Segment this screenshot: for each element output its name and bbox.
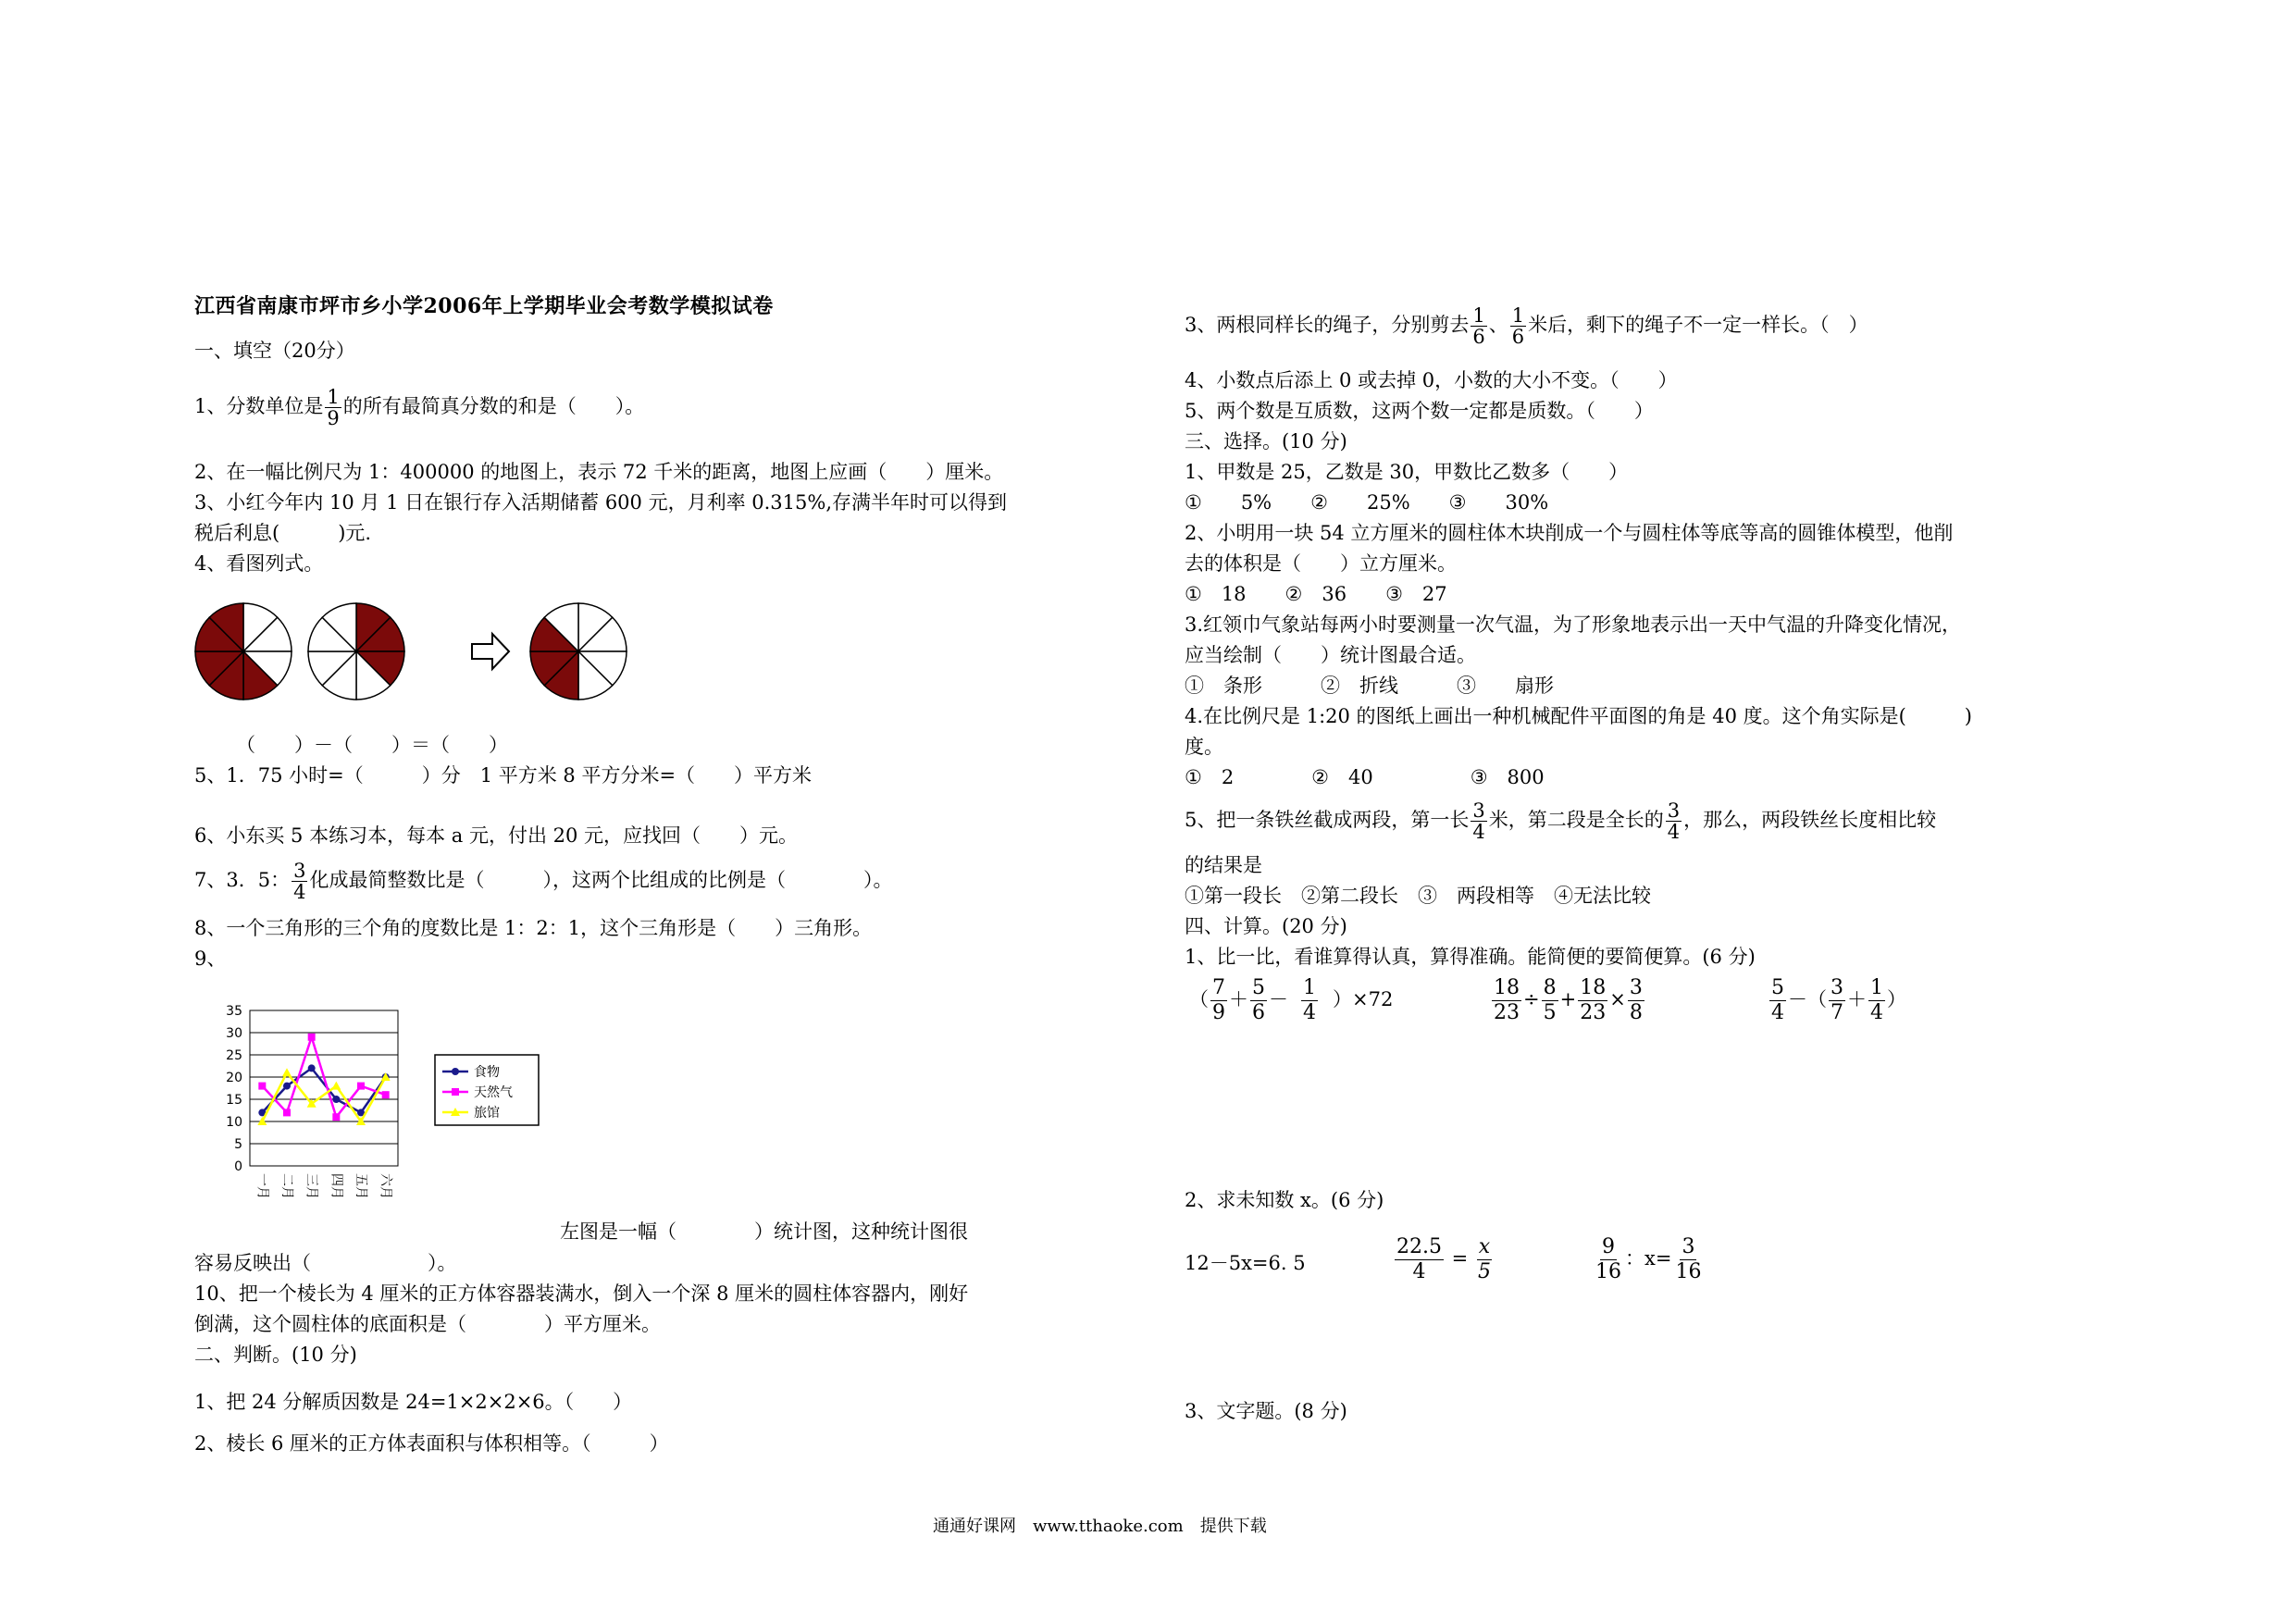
numerator: 7 <box>1212 976 1225 999</box>
choice-2-line-2: 去的体积是（ ）立方厘米。 <box>1185 552 1457 575</box>
calc-intro: 1、比一比，看谁算得认真，算得准确。能简便的要简便算。(6 分) <box>1185 946 1756 968</box>
choice-3-options: ① 条形 ② 折线 ③ 扇形 <box>1185 675 1554 697</box>
fraction <box>1594 1235 1623 1284</box>
pie-figures <box>194 590 639 711</box>
question-1-text-b: 的所有最简真分数的和是（ ）。 <box>342 395 645 417</box>
section-choice: 三、选择。(10 分) <box>1185 430 1347 452</box>
y-tick-label: 0 <box>234 1159 242 1174</box>
fraction <box>1301 976 1318 1025</box>
fraction <box>1250 976 1267 1025</box>
choice-1: 1、甲数是 25，乙数是 30，甲数比乙数多（ ） <box>1185 461 1629 483</box>
fraction-one-sixth-b <box>1510 305 1526 347</box>
fraction-one-sixth-a <box>1471 305 1486 347</box>
x-tick-label: 六月 <box>378 1173 393 1199</box>
numerator: 3 <box>1831 976 1843 999</box>
choice-5-options: ①第一段长 ②第二段长 ③ 两段相等 ④无法比较 <box>1185 885 1651 907</box>
numerator: 1 <box>327 386 340 408</box>
data-point <box>308 1064 316 1072</box>
choice-1-options: ① 5% ② 25% ③ 30% <box>1185 491 1549 514</box>
numerator: 1 <box>1511 304 1525 327</box>
fraction <box>1210 976 1227 1025</box>
choice-3-line-1: 3.红领巾气象站每两小时要测量一次气温，为了形象地表示出一天中气温的升降变化情况， <box>1185 613 1962 636</box>
numerator: 1 <box>1303 976 1316 999</box>
equation-3 <box>1592 1235 1705 1284</box>
fraction <box>1492 976 1521 1025</box>
fraction <box>1673 1235 1703 1284</box>
numerator: 9 <box>1602 1235 1615 1258</box>
equation-2 <box>1393 1235 1495 1284</box>
judgement-3-text-a: 3、两根同样长的绳子，分别剪去 <box>1185 314 1470 336</box>
calc-expression-3 <box>1768 976 1906 1025</box>
denominator: 4 <box>1870 1001 1883 1024</box>
numerator: 1 <box>1472 304 1485 327</box>
choice-5-text-c: ，那么，两段铁丝长度相比较 <box>1683 809 1937 831</box>
question-3-line-2: 税后利息( )元. <box>194 522 372 544</box>
legend-label: 天然气 <box>474 1085 513 1100</box>
arrow-right-icon <box>472 634 509 669</box>
section-calculation: 四、计算。(20 分) <box>1185 915 1347 937</box>
y-tick-label: 10 <box>226 1115 242 1130</box>
footer: 通通好课网 www.tthaoke.com 提供下载 <box>933 1517 1267 1536</box>
minus: － <box>1269 988 1288 1010</box>
y-tick-label: 5 <box>234 1137 242 1152</box>
plus: + <box>1559 988 1577 1010</box>
legend-marker <box>452 1068 459 1075</box>
judgement-2: 2、棱长 6 厘米的正方体表面积与体积相等。（ ） <box>194 1432 669 1455</box>
question-6: 6、小东买 5 本练习本，每本 a 元，付出 20 元，应找回（ ）元。 <box>194 824 799 847</box>
question-10-line-1: 10、把一个棱长为 4 厘米的正方体容器装满水，倒入一个深 8 厘米的圆柱体容器内，刚好 <box>194 1282 969 1305</box>
denominator: 9 <box>1212 1001 1225 1024</box>
question-9-text-a: 左图是一幅（ ）统计图，这种统计图很 <box>560 1220 968 1243</box>
numerator: 8 <box>1543 976 1557 999</box>
question-7 <box>194 861 892 902</box>
divide: ÷ <box>1523 988 1540 1010</box>
judgement-1: 1、把 24 分解质因数是 24=1×2×2×6。（ ） <box>194 1391 633 1413</box>
choice-5-text-a: 5、把一条铁丝截成两段，第一长 <box>1185 809 1470 831</box>
numerator: 3 <box>1472 799 1485 822</box>
data-point <box>308 1034 316 1041</box>
plot-area <box>250 1010 398 1166</box>
judgement-4: 4、小数点后添上 0 或去掉 0，小数的大小不变。（ ） <box>1185 369 1678 391</box>
question-2: 2、在一幅比例尺为 1：400000 的地图上，表示 72 千米的距离，地图上应画（ ）厘米。 <box>194 461 1004 483</box>
denominator: 8 <box>1629 1001 1643 1024</box>
numerator: 5 <box>1252 976 1265 999</box>
choice-4-line-2: 度。 <box>1185 736 1223 758</box>
choice-5-line-2: 的结果是 <box>1185 854 1262 876</box>
y-tick-label: 35 <box>226 1004 242 1019</box>
data-point <box>283 1083 291 1090</box>
fraction <box>1476 1235 1493 1284</box>
question-5: 5、1．75 小时=（ ）分 1 平方米 8 平方分米=（ ）平方米 <box>194 764 813 787</box>
numerator: 22.5 <box>1396 1235 1442 1258</box>
fraction <box>1628 976 1644 1025</box>
x-tick-label: 五月 <box>354 1173 368 1199</box>
denominator: 4 <box>1412 1260 1426 1283</box>
denominator: 5 <box>1543 1001 1557 1024</box>
data-point <box>332 1113 340 1121</box>
pie-1 <box>195 603 292 700</box>
numerator: 3 <box>1629 976 1643 999</box>
fraction-one-ninth <box>325 387 341 428</box>
calc-1-tail: ）×72 <box>1333 988 1394 1010</box>
times: × <box>1609 988 1626 1010</box>
judgement-3-sep: 、 <box>1488 314 1508 336</box>
numerator: x <box>1478 1235 1491 1258</box>
question-4: 4、看图列式。 <box>194 552 324 575</box>
judgement-5: 5、两个数是互质数，这两个数一定都是质数。（ ） <box>1185 400 1654 422</box>
denominator: 4 <box>1667 821 1681 843</box>
denominator: 4 <box>1303 1001 1316 1024</box>
numerator: 3 <box>1667 799 1681 822</box>
x-tick-label: 二月 <box>279 1173 294 1199</box>
question-10-line-2: 倒满，这个圆柱体的底面积是（ ）平方厘米。 <box>194 1313 661 1335</box>
y-tick-label: 20 <box>226 1071 242 1085</box>
pie-2 <box>308 603 404 700</box>
pie-3 <box>530 603 627 700</box>
denominator: 6 <box>1472 326 1485 348</box>
calc-expression-2 <box>1490 976 1646 1025</box>
fraction <box>1868 976 1885 1025</box>
denominator: 4 <box>1771 1001 1784 1024</box>
section-judgement: 二、判断。(10 分) <box>194 1344 357 1366</box>
x-tick-label: 一月 <box>254 1173 270 1199</box>
fraction <box>1769 976 1786 1025</box>
numerator: 5 <box>1771 976 1784 999</box>
data-point <box>357 1083 365 1090</box>
denominator: 7 <box>1831 1001 1843 1024</box>
page-title: 江西省南康市坪市乡小学2006年上学期毕业会考数学模拟试卷 <box>194 294 774 318</box>
question-1-text-a: 1、分数单位是 <box>194 395 324 417</box>
y-tick-label: 15 <box>226 1093 242 1108</box>
data-point <box>283 1109 291 1116</box>
denominator: 4 <box>293 881 306 903</box>
denominator: 4 <box>1472 821 1485 843</box>
denominator: 9 <box>327 407 340 429</box>
equation-1: 12－5x=6. 5 <box>1185 1252 1306 1274</box>
data-point <box>332 1096 340 1103</box>
choice-4-options: ① 2 ② 40 ③ 800 <box>1185 766 1545 788</box>
numerator: 3 <box>293 860 306 882</box>
choice-5-line-1 <box>1185 800 1936 842</box>
question-7-text-a: 7、3．5： <box>194 869 291 891</box>
question-9: 9、 <box>194 948 227 970</box>
question-1 <box>194 387 644 428</box>
denominator: 6 <box>1252 1001 1265 1024</box>
x-tick-label: 三月 <box>304 1173 319 1199</box>
numerator: 18 <box>1580 976 1607 999</box>
fraction-three-fourths-a <box>1471 800 1486 842</box>
y-tick-label: 25 <box>226 1048 242 1063</box>
denominator: 6 <box>1511 326 1525 348</box>
question-8: 8、一个三角形的三个角的度数比是 1：2：1，这个三角形是（ ）三角形。 <box>194 917 873 939</box>
numerator: 3 <box>1682 1235 1695 1258</box>
question-9-text-b: 容易反映出（ ）。 <box>194 1252 457 1274</box>
fraction <box>1578 976 1607 1025</box>
x-tick-label: 四月 <box>329 1173 344 1199</box>
paren-open: （ <box>1189 988 1209 1010</box>
fraction <box>1542 976 1558 1025</box>
denominator: 5 <box>1477 1260 1491 1283</box>
paren-close: ） <box>1887 988 1906 1010</box>
legend-marker <box>452 1088 459 1096</box>
fraction-three-fourths-b <box>1666 800 1682 842</box>
fraction-three-fourths <box>292 861 307 902</box>
denominator: 16 <box>1595 1260 1621 1283</box>
fraction <box>1829 976 1845 1025</box>
denominator: 23 <box>1580 1001 1607 1024</box>
question-7-text-b: 化成最简整数比是（ ），这两个比组成的比例是（ ）。 <box>309 869 893 891</box>
choice-4-line-1: 4.在比例尺是 1:20 的图纸上画出一种机械配件平面图的角是 40 度。这个角实际是( ) <box>1185 705 1972 727</box>
minus: －（ <box>1788 988 1827 1010</box>
data-point <box>258 1083 266 1090</box>
numerator: 1 <box>1870 976 1883 999</box>
equation-intro: 2、求未知数 x。(6 分) <box>1185 1189 1384 1211</box>
ratio-separator: ：x= <box>1625 1247 1672 1270</box>
choice-5-text-b: 米，第二段是全长的 <box>1488 809 1664 831</box>
fraction <box>1395 1235 1444 1284</box>
word-problem-intro: 3、文字题。(8 分) <box>1185 1400 1347 1422</box>
line-chart <box>204 999 555 1221</box>
choice-3-line-2: 应当绘制（ ）统计图最合适。 <box>1185 644 1476 666</box>
legend-label: 旅馆 <box>474 1106 500 1121</box>
section-fill-in: 一、填空（20分） <box>194 340 355 362</box>
calc-expression-1 <box>1189 976 1393 1025</box>
choice-2-options: ① 18 ② 36 ③ 27 <box>1185 583 1447 605</box>
choice-2-line-1: 2、小明用一块 54 立方厘米的圆柱体木块削成一个与圆柱体等底等高的圆锥体模型，他削 <box>1185 522 1954 544</box>
equals: = <box>1445 1247 1474 1270</box>
plus: ＋ <box>1847 988 1867 1010</box>
legend-label: 食物 <box>474 1065 500 1080</box>
denominator: 23 <box>1494 1001 1520 1024</box>
denominator: 16 <box>1675 1260 1702 1283</box>
y-tick-label: 30 <box>226 1026 242 1041</box>
question-4-equation: （ ）－（ ）＝（ ） <box>236 734 508 756</box>
data-point <box>382 1091 390 1098</box>
judgement-3 <box>1185 305 1868 347</box>
judgement-3-text-c: 米后，剩下的绳子不一定一样长。（ ） <box>1528 314 1868 336</box>
question-3-line-1: 3、小红今年内 10 月 1 日在银行存入活期储蓄 600 元，月利率 0.315%,存满半年时可以得到 <box>194 491 1007 514</box>
plus: ＋ <box>1229 988 1248 1010</box>
numerator: 18 <box>1494 976 1520 999</box>
